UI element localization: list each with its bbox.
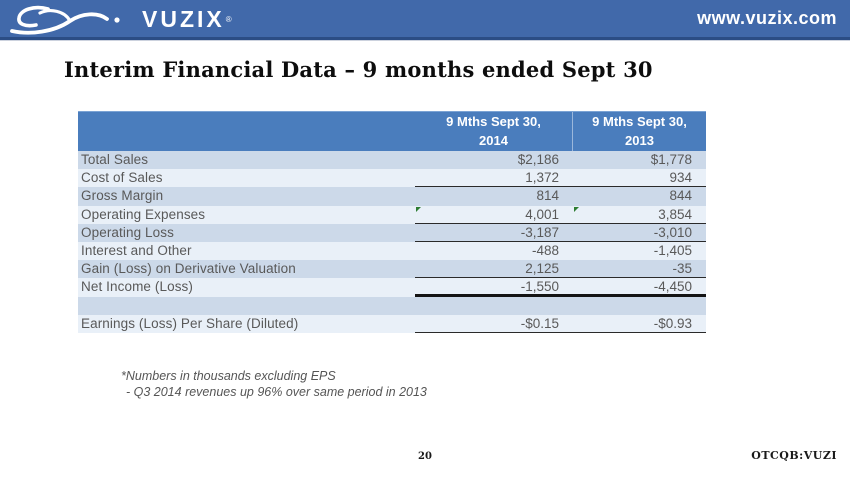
- column-header-line: 2014: [479, 132, 508, 148]
- table-row: [78, 260, 706, 278]
- row-values: [415, 242, 706, 260]
- value-cell: 1,372: [525, 170, 559, 186]
- column-header-line: 9 Mths Sept 30,: [446, 113, 541, 129]
- row-label: [78, 297, 415, 315]
- value-cell: $2,186: [517, 152, 559, 167]
- column-header-2013: [573, 112, 706, 151]
- row-label: Total Sales: [81, 152, 149, 167]
- value-cell: 4,001: [415, 206, 573, 223]
- row-label: Operating Expenses: [81, 206, 206, 222]
- row-label: Gross Margin: [81, 188, 164, 204]
- top-brand-bar: [0, 0, 850, 37]
- value-cell: -35: [672, 261, 692, 277]
- stock-ticker: OTCQB:VUZI: [751, 449, 837, 462]
- row-label: Net Income (Loss): [81, 279, 193, 295]
- value-cell: 814: [536, 188, 559, 204]
- value-cell: 3,854: [573, 206, 706, 223]
- value-cell: -$0.93: [653, 315, 692, 331]
- footnotes: [121, 369, 427, 400]
- website-url[interactable]: www.vuzix.com: [697, 8, 837, 28]
- row-values: [415, 206, 706, 224]
- value-cell: 844: [669, 188, 692, 204]
- value-cell: -1,550: [520, 279, 559, 295]
- table-row: [78, 206, 706, 224]
- row-values: [415, 169, 706, 187]
- footnote-line: *Numbers in thousands excluding EPS: [121, 369, 336, 383]
- table-row: [78, 224, 706, 242]
- page-number: 20: [418, 451, 432, 462]
- row-values: [415, 151, 706, 169]
- table-row-spacer: [78, 297, 706, 315]
- table-header-row: [78, 111, 706, 151]
- topbar-light-divider: [0, 40, 850, 41]
- row-values: [415, 315, 706, 333]
- table-row: [78, 242, 706, 260]
- value-cell: -3,187: [520, 224, 559, 240]
- value-cell: -1,405: [653, 242, 692, 258]
- table-header-spacer: [78, 112, 415, 151]
- value-cell: -3,010: [653, 224, 692, 240]
- table-row: [78, 187, 706, 205]
- excel-error-triangle-icon: [416, 207, 421, 212]
- table-row: [78, 315, 706, 333]
- table-row: [78, 151, 706, 169]
- table-body: [78, 151, 706, 333]
- value-cell: [415, 297, 573, 315]
- row-label: Operating Loss: [81, 224, 174, 240]
- excel-error-triangle-icon: [574, 207, 579, 212]
- value-cell: [573, 297, 706, 315]
- vuzix-logo: [10, 1, 232, 37]
- value-cell: -488: [531, 242, 559, 258]
- row-values: [415, 224, 706, 242]
- column-header-2014: [415, 112, 573, 151]
- value-cell: 934: [669, 170, 692, 186]
- row-values: [415, 278, 706, 296]
- vuzix-logo-text: VUZIX: [142, 6, 225, 32]
- financial-table: [78, 111, 706, 333]
- vuzix-swoosh-icon: [10, 2, 132, 36]
- column-header-line: 2013: [625, 132, 654, 148]
- row-values: [415, 187, 706, 205]
- row-values: [415, 260, 706, 278]
- row-label: Cost of Sales: [81, 170, 163, 186]
- table-row: [78, 278, 706, 296]
- value-cell: 2,125: [525, 261, 559, 277]
- slide-title: Interim Financial Data – 9 months ended Sept 30: [64, 57, 653, 82]
- value-cell: -4,450: [653, 279, 692, 295]
- table-row: [78, 169, 706, 187]
- value-cell: $1,778: [650, 152, 692, 167]
- value-cell: -$0.15: [520, 315, 559, 331]
- row-label: Interest and Other: [81, 242, 192, 258]
- footnote-line: - Q3 2014 revenues up 96% over same period in 2013: [126, 384, 427, 399]
- row-values: [415, 297, 706, 315]
- row-label: Earnings (Loss) Per Share (Diluted): [81, 315, 299, 331]
- column-header-line: 9 Mths Sept 30,: [592, 113, 687, 129]
- registered-mark: ®: [225, 14, 232, 24]
- row-label: Gain (Loss) on Derivative Valuation: [81, 261, 296, 277]
